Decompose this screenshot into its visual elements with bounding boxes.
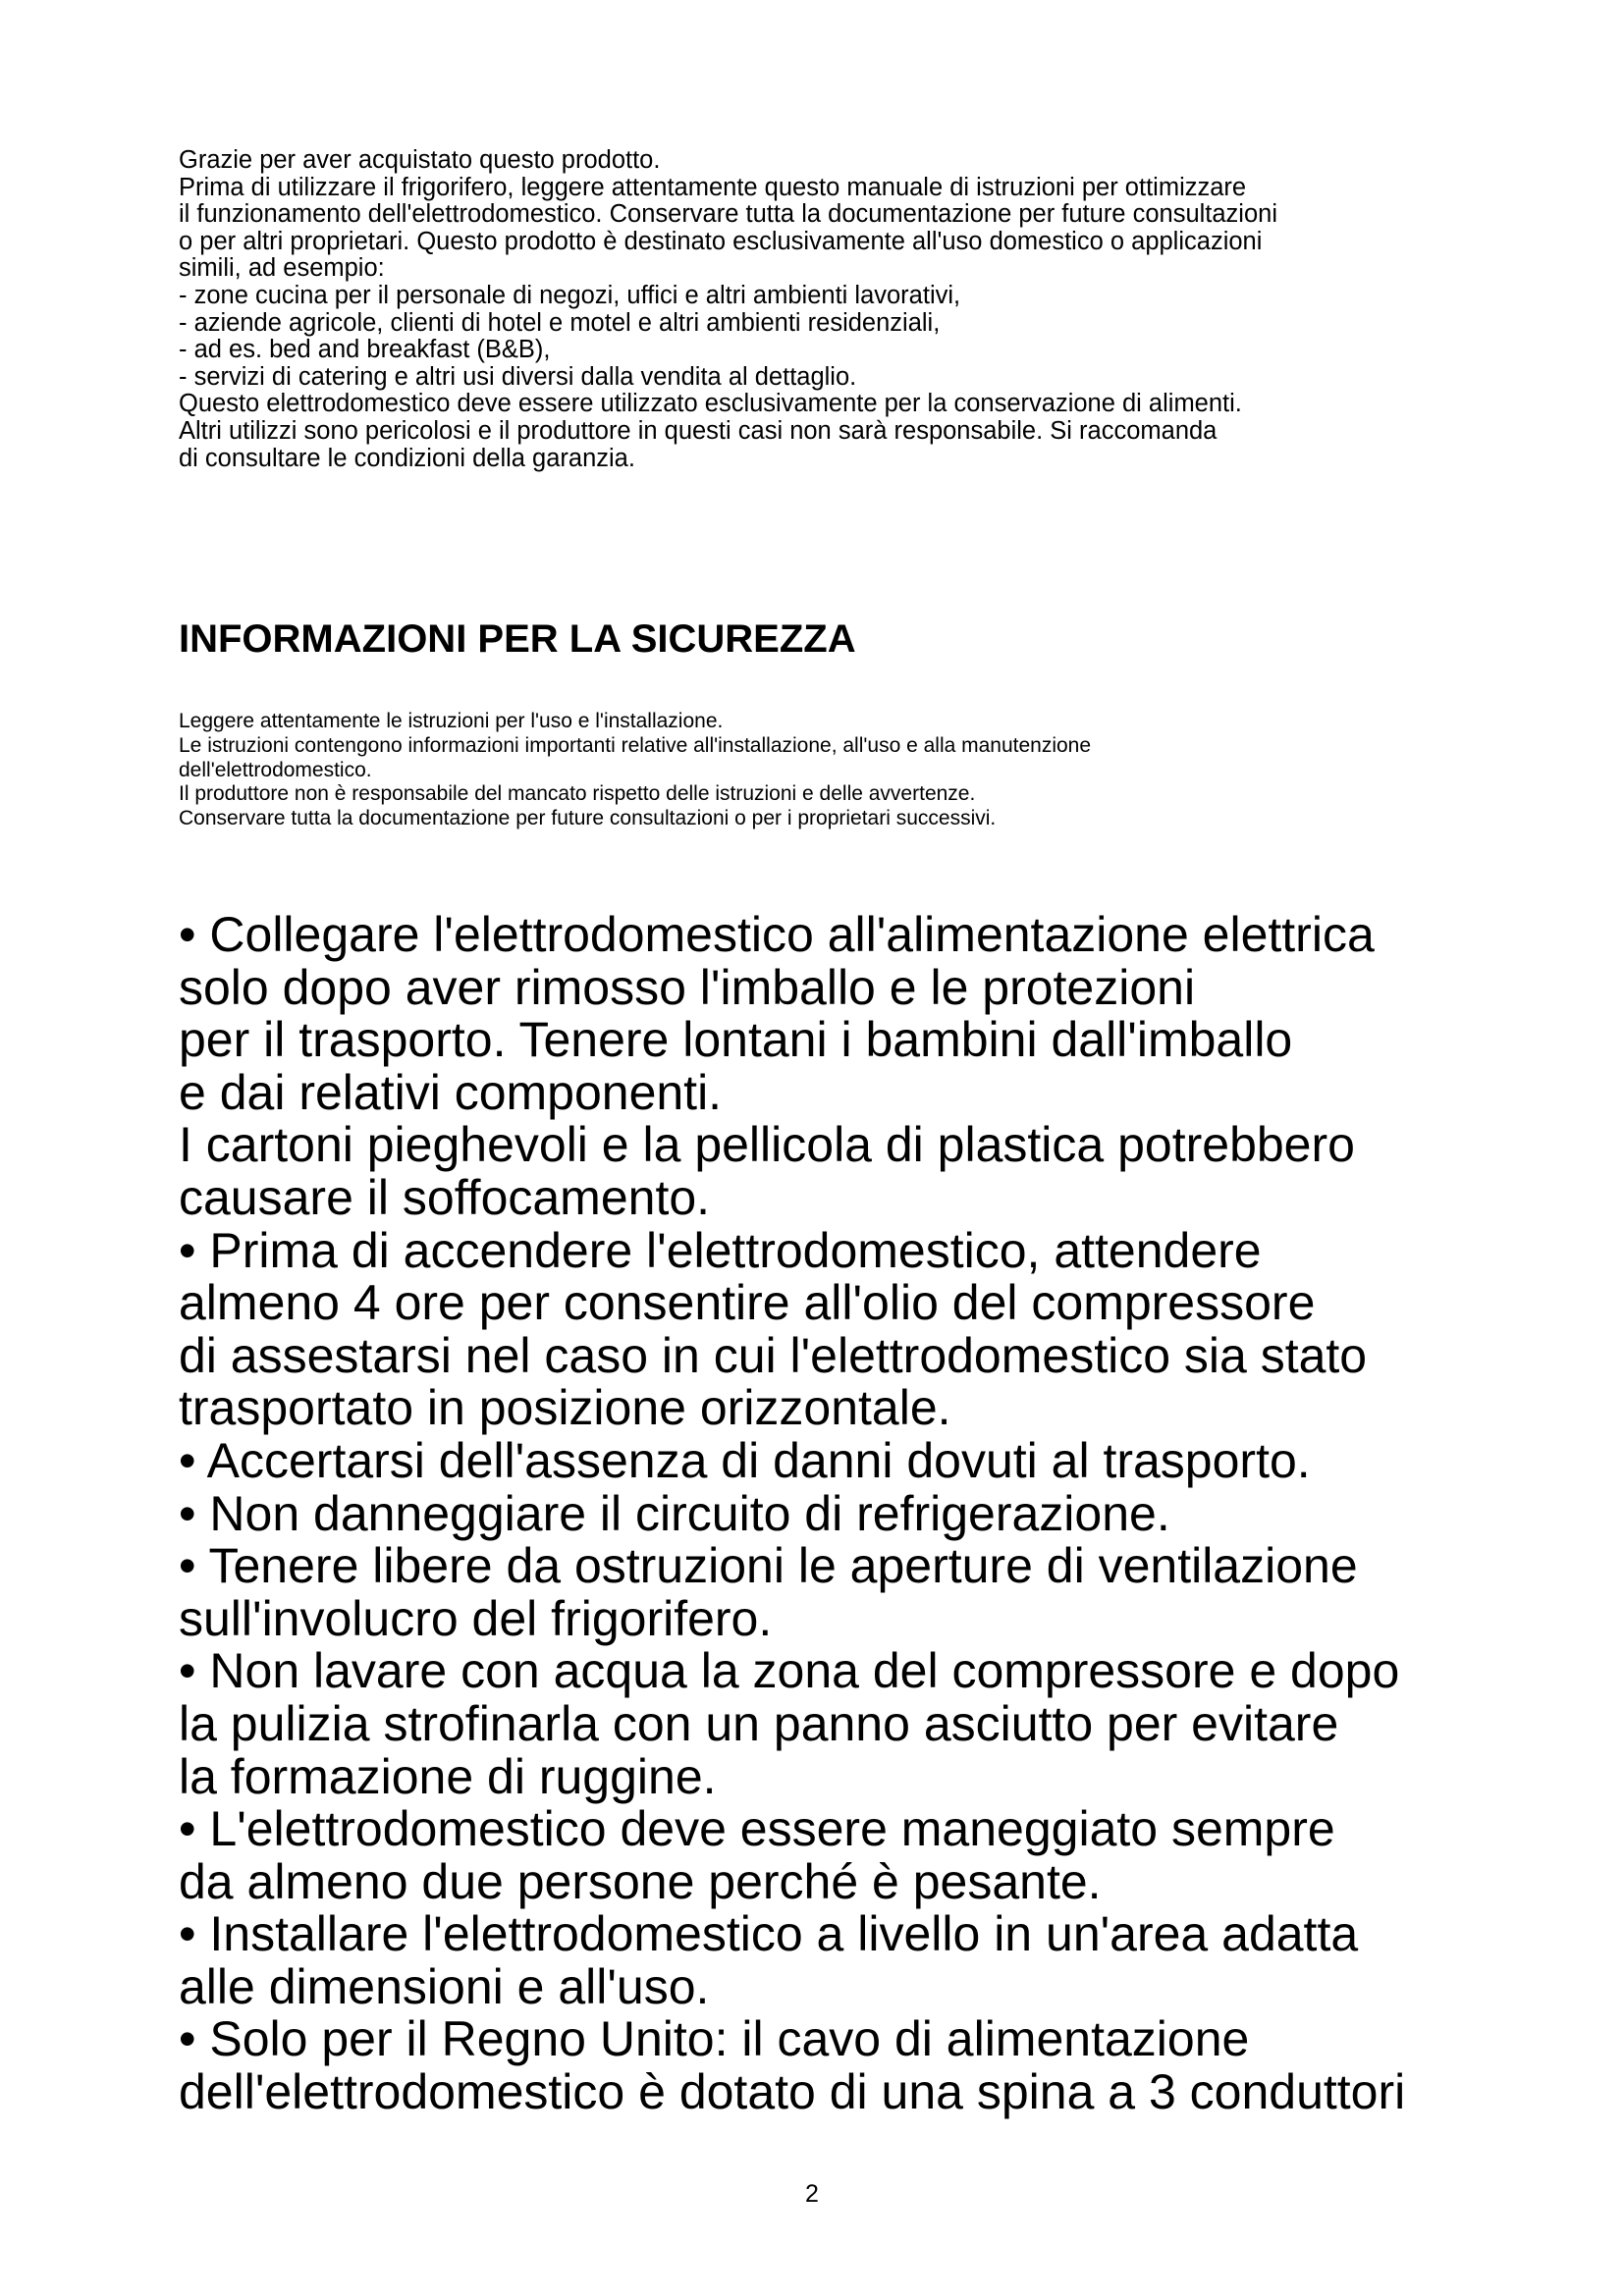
safety-line: • Solo per il Regno Unito: il cavo di alimentazione [179, 2011, 1250, 2067]
intro-line: Prima di utilizzare il frigorifero, leggere attentamente questo manuale di istruzioni per ottimizzare [179, 173, 1247, 201]
safety-line: e dai relativi componenti. [179, 1064, 723, 1120]
intro-line: Grazie per aver acquistato questo prodotto. [179, 146, 661, 174]
intro-line: di consultare le condizioni della garanzia. [179, 444, 635, 472]
safety-line: sull'involucro del frigorifero. [179, 1590, 773, 1646]
safety-line: alle dimensioni e all'uso. [179, 1958, 710, 2014]
safety-line: dell'elettrodomestico è dotato di una spina a 3 conduttori [179, 2064, 1406, 2120]
intro-paragraph [179, 147, 1455, 472]
intro-line: simili, ad esempio: [179, 254, 385, 283]
safety-instructions [179, 909, 1455, 2119]
intro-line: Altri utilizzi sono pericolosi e il produttore in questi casi non sarà responsabile. Si raccomanda [179, 416, 1218, 445]
safety-heading: INFORMAZIONI PER LA SICUREZZA [179, 617, 856, 661]
safety-line: la pulizia strofinarla con un panno asciutto per evitare [179, 1695, 1339, 1751]
intro-list-item: - ad es. bed and breakfast (B&B), [179, 336, 551, 364]
safety-intro-paragraph [179, 710, 1455, 831]
safety-line: per il trasporto. Tenere lontani i bambini dall'imballo [179, 1012, 1293, 1068]
safety-line: solo dopo aver rimosso l'imballo e le protezioni [179, 959, 1196, 1015]
safety-line: I cartoni pieghevoli e la pellicola di plastica potrebbero [179, 1117, 1355, 1173]
safety-line: • Prima di accendere l'elettrodomestico, attendere [179, 1222, 1262, 1278]
safety-line: • Accertarsi dell'assenza di danni dovuti al trasporto. [179, 1432, 1311, 1488]
intro-line: il funzionamento dell'elettrodomestico. Conservare tutta la documentazione per future consultazioni [179, 200, 1277, 229]
safety-line: • Non lavare con acqua la zona del compressore e dopo [179, 1643, 1400, 1699]
intro-line: Questo elettrodomestico deve essere utilizzato esclusivamente per la conservazione di alimenti. [179, 390, 1242, 418]
safety-intro-line: Il produttore non è responsabile del mancato rispetto delle istruzioni e delle avvertenze. [179, 782, 976, 806]
safety-line: da almeno due persone perché è pesante. [179, 1853, 1102, 1909]
safety-line: trasportato in posizione orizzontale. [179, 1380, 951, 1436]
safety-line: • Non danneggiare il circuito di refrigerazione. [179, 1485, 1170, 1541]
intro-list-item: - aziende agricole, clienti di hotel e motel e altri ambienti residenziali, [179, 308, 941, 337]
safety-intro-line: Le istruzioni contengono informazioni importanti relative all'installazione, all'uso e alla manutenzione [179, 733, 1092, 757]
intro-list-item: - zone cucina per il personale di negozi, uffici e altri ambienti lavorativi, [179, 281, 961, 309]
safety-line: almeno 4 ore per consentire all'olio del compressore [179, 1275, 1316, 1331]
safety-intro-line: dell'elettrodomestico. [179, 758, 372, 781]
safety-line: di assestarsi nel caso in cui l'elettrodomestico sia stato [179, 1327, 1368, 1383]
safety-line: • L'elettrodomestico deve essere maneggiato sempre [179, 1801, 1335, 1857]
safety-line: • Collegare l'elettrodomestico all'alimentazione elettrica [179, 907, 1375, 962]
safety-line: causare il soffocamento. [179, 1169, 711, 1225]
intro-line: o per altri proprietari. Questo prodotto è destinato esclusivamente all'uso domestico o applicazioni [179, 227, 1263, 255]
safety-intro-line: Leggere attentamente le istruzioni per l'uso e l'installazione. [179, 710, 724, 732]
safety-line: • Tenere libere da ostruzioni le aperture di ventilazione [179, 1538, 1358, 1594]
page-number: 2 [805, 2180, 819, 2208]
safety-line: la formazione di ruggine. [179, 1748, 717, 1804]
safety-line: • Installare l'elettrodomestico a livello in un'area adatta [179, 1906, 1359, 1962]
intro-list-item: - servizi di catering e altri usi diversi dalla vendita al dettaglio. [179, 362, 857, 391]
safety-intro-line: Conservare tutta la documentazione per future consultazioni o per i proprietari successivi. [179, 807, 997, 830]
